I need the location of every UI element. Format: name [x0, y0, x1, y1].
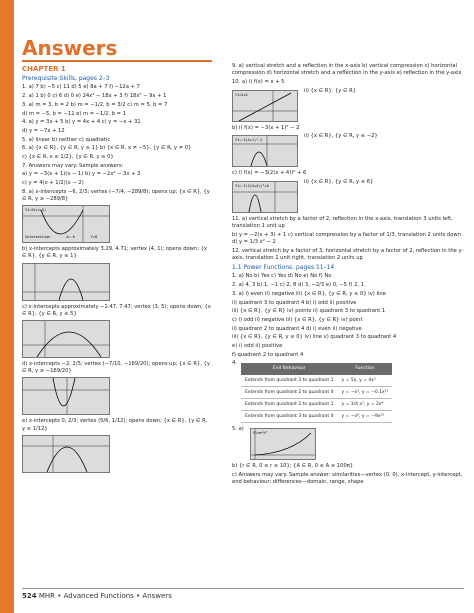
answer-line: c) i) f(x) = −3(2(x + 4))² + 6 [232, 170, 307, 177]
table-header-row [241, 363, 392, 374]
answer-line: 3. a) i) even ii) negative iii) {x ∈ R}, {y ∈ R, y ≤ 0} iv) line [232, 290, 386, 297]
section-heading: 1.1 Power Functions, pages 11–14 [232, 264, 335, 272]
answer-line: b) {r ∈ R, 0 ≤ r ≤ 10}; {A ∈ R, 0 ≤ A ≤ 100π} [232, 463, 354, 470]
graphing-calculator-screen [22, 320, 110, 358]
table-row [241, 399, 392, 411]
upward-parabola-graph [23, 378, 109, 414]
answer-line: d) m = −5, b = −11 e) m = −1/2, b = 1 [22, 110, 126, 117]
downward-parabola-graph [233, 136, 297, 166]
table-cell: y = 3/4 x², y = 2x⁴ [337, 399, 392, 411]
answer-line: 2. a) 1 b) 0 c) 6 d) 0 e) 24x² − 18x + 3 f) 18x² − 9x + 1 [22, 93, 167, 100]
page-title: Answers [22, 36, 118, 60]
answer-line: c) y = 4(x + 1/2)(x − 2) [22, 180, 84, 187]
calc-row [232, 426, 464, 463]
page-number: 524 [22, 592, 37, 600]
section-heading: Prerequisite Skills, pages 2–3 [22, 75, 110, 83]
line-graph [233, 91, 297, 121]
answer-line: a) y = −3(x + 1)(x − 1) b) y = −2x² − 3x + 3 [22, 171, 141, 178]
answer-line: 3. a) m = 3, b = 2 b) m = −1/2, b = 3/2 c) m = 5, b = 7 [22, 101, 168, 108]
answer-line: f) quadrant 2 to quadrant 4 [232, 351, 304, 358]
answer-line: c) x-intercepts approximately −1.47, 7.47; vertex (3, 5); opens down; {x ∈ R}, {y ∈ R, y ≤ 5} [22, 303, 211, 317]
right-column [232, 63, 464, 488]
answer-line: 1. a) No b) Yes c) Yes d) No e) No f) No [232, 273, 332, 280]
answer-line: e) i) odd ii) positive [232, 343, 283, 350]
answer-line: 7. Answers may vary. Sample answers: [22, 162, 124, 169]
answer-line: ii) {x ∈ R}, {y ∈ R, y ≤ 6} [304, 179, 374, 186]
title-rule [22, 60, 212, 62]
answer-line: 5. a) [232, 426, 244, 433]
downward-parabola-graph [233, 182, 297, 212]
answer-line: 1. a) 7 b) −5 c) 11 d) 5 e) 8a + 7 f) −12a + 7 [22, 84, 140, 91]
answer-line: b) x-intercepts approximately 3.29, 4.71; vertex (4, 1); opens down; {x ∈ R}, {y ∈ R, y ≤ 1} [22, 246, 207, 260]
answer-line: 11. a) vertical stretch by a factor of 2, reflection in the x-axis, translation 3 units left, translation 1 unit up [232, 216, 453, 230]
table-number: 4. [232, 360, 237, 367]
graphing-calculator-screen: Y1=X+5 [232, 90, 298, 122]
answer-line: e) x-intercepts 0, 2/3; vertex (5/6, 1/12); opens down; {x ∈ R}, {y ∈ R, y ≤ 1/12} [22, 418, 208, 432]
table-cell: Extends from quadrant 2 to quadrant 1 [241, 399, 337, 411]
answer-line: c) {x ∈ R, x ≤ 1/2}, {y ∈ R, y ≥ 0} [22, 154, 114, 161]
table-cell: y = 5x, y = 4x³ [337, 375, 392, 387]
graphing-calculator-screen: Y1=π*X² [250, 428, 316, 460]
table-header: End Behaviour [241, 363, 337, 374]
answer-line: ii) quadrant 3 to quadrant 4 b) i) odd ii) positive [232, 299, 357, 306]
downward-parabola-graph [23, 264, 109, 300]
answer-line: 8. a) x-intercepts −6, 2/3; vertex (−7/4, −289/8); opens up; {x ∈ R}, {y ∈ R, y ≥ −289/8} [22, 188, 210, 203]
answer-line: c) i) odd ii) negative iii) {x ∈ R}, {y ∈ R} iv) point [232, 316, 363, 323]
table-cell: Extends from quadrant 3 to quadrant 4 [241, 411, 337, 423]
answer-line: ii) quadrant 2 to quadrant 4 d) i) even ii) negative [232, 325, 362, 332]
answer-line: iii) {x ∈ R}, {y ∈ R} iv) points ii) quadrant 3 to quadrant 1 [232, 308, 386, 315]
graphing-calculator-screen [22, 377, 110, 415]
downward-parabola-graph [23, 436, 109, 472]
page-footer [22, 592, 172, 600]
calc-row [232, 179, 464, 216]
left-column [22, 64, 212, 476]
answer-line: 2. a) 4, 3 b) 1, −1 c) 2, 8 d) 3, −2/3 e) 0, −5 f) 2, 1 [232, 282, 364, 289]
calc-row [232, 133, 464, 170]
screen-footer: Intersection X=-6 Y=0 [25, 235, 98, 240]
answer-line: b) y = −2(x + 3) + 1 c) vertical compression by a factor of 1/3, translation 2 units down d) y = 1/3 x² − 2 [232, 231, 461, 246]
answer-line: d) x-intercepts −2, 2/5; vertex (−7/10, −169/20); opens up; {x ∈ R}, {y ∈ R, y ≥ −169/20} [22, 361, 210, 375]
table-row [241, 386, 392, 398]
answer-line: 10. a) i) f(x) = x + 5 [232, 78, 285, 85]
table-row [241, 411, 392, 423]
graphing-calculator-screen: Y1=-3(X+1)²-2 [232, 135, 298, 167]
table-cell: Extends from quadrant 3 to quadrant 1 [241, 375, 337, 387]
area-curve-graph [251, 429, 315, 459]
graphing-calculator-screen [22, 435, 110, 473]
answer-line: d) y = −7x + 12 [22, 127, 65, 134]
table-row [241, 375, 392, 387]
answer-line: 5. a) linear b) neither c) quadratic [22, 136, 111, 143]
table-cell: y = −x³, y = −0.1x¹¹ [337, 386, 392, 398]
table-block [232, 360, 464, 426]
answer-line: 4. a) y = 3x + 5 b) y = 4x + 4 c) y = −x + 31 [22, 119, 141, 126]
footer-text: MHR • Advanced Functions • Answers [38, 592, 172, 600]
screen-label: Y1=2x(x+5) [25, 208, 47, 213]
downward-parabola-graph [23, 321, 109, 357]
end-behaviour-table [241, 363, 392, 423]
table-cell: y = −x⁶, y = −9x¹⁰ [337, 411, 392, 423]
answer-line: 9. a) vertical stretch and a reflection in the x-axis b) vertical compression c) horizontal compression d) horizontal stretch and a reflection in the y-axis e) reflection in the y-axis [232, 63, 462, 77]
footer-rule [22, 588, 464, 589]
graphing-calculator-screen [22, 205, 110, 243]
answer-line: c) Answers may vary. Sample answer: similarities—vertex (0, 0), x-intercept, y-intercept, end behaviour; differences—domain, range, shape [232, 472, 463, 486]
orange-edge-bar [0, 0, 14, 613]
calc-row [232, 88, 464, 125]
graphing-calculator-screen: Y1=-3(2(X+4))²+6 [232, 181, 298, 213]
graphing-calculator-screen [22, 263, 110, 301]
answer-line: 12. vertical stretch by a factor of 3, horizontal stretch by a factor of 2, reflection in the y-axis, translation 1 unit right, translation 2 units up [232, 247, 464, 262]
answer-line: b) i) f(x) = −3(x + 1)² − 2 [232, 124, 300, 131]
table-cell: Extends from quadrant 2 to quadrant 4 [241, 386, 337, 398]
answer-line: ii) {x ∈ R}, {y ∈ R} [304, 87, 357, 94]
table-header: Function [337, 363, 392, 374]
answer-line: ii) {x ∈ R}, {y ∈ R, y ≤ −2} [304, 133, 378, 140]
answer-line: 6. a) {x ∈ R}, {y ∈ R, y ≥ 1} b) {x ∈ R, x ≠ −5}, {y ∈ R, y ≠ 0} [22, 145, 192, 152]
chapter-heading: CHAPTER 1 [22, 65, 66, 73]
answer-line: iii) {x ∈ R}, {y ∈ R, y ≤ 0} iv) line v) quadrant 3 to quadrant 4 [232, 334, 397, 341]
